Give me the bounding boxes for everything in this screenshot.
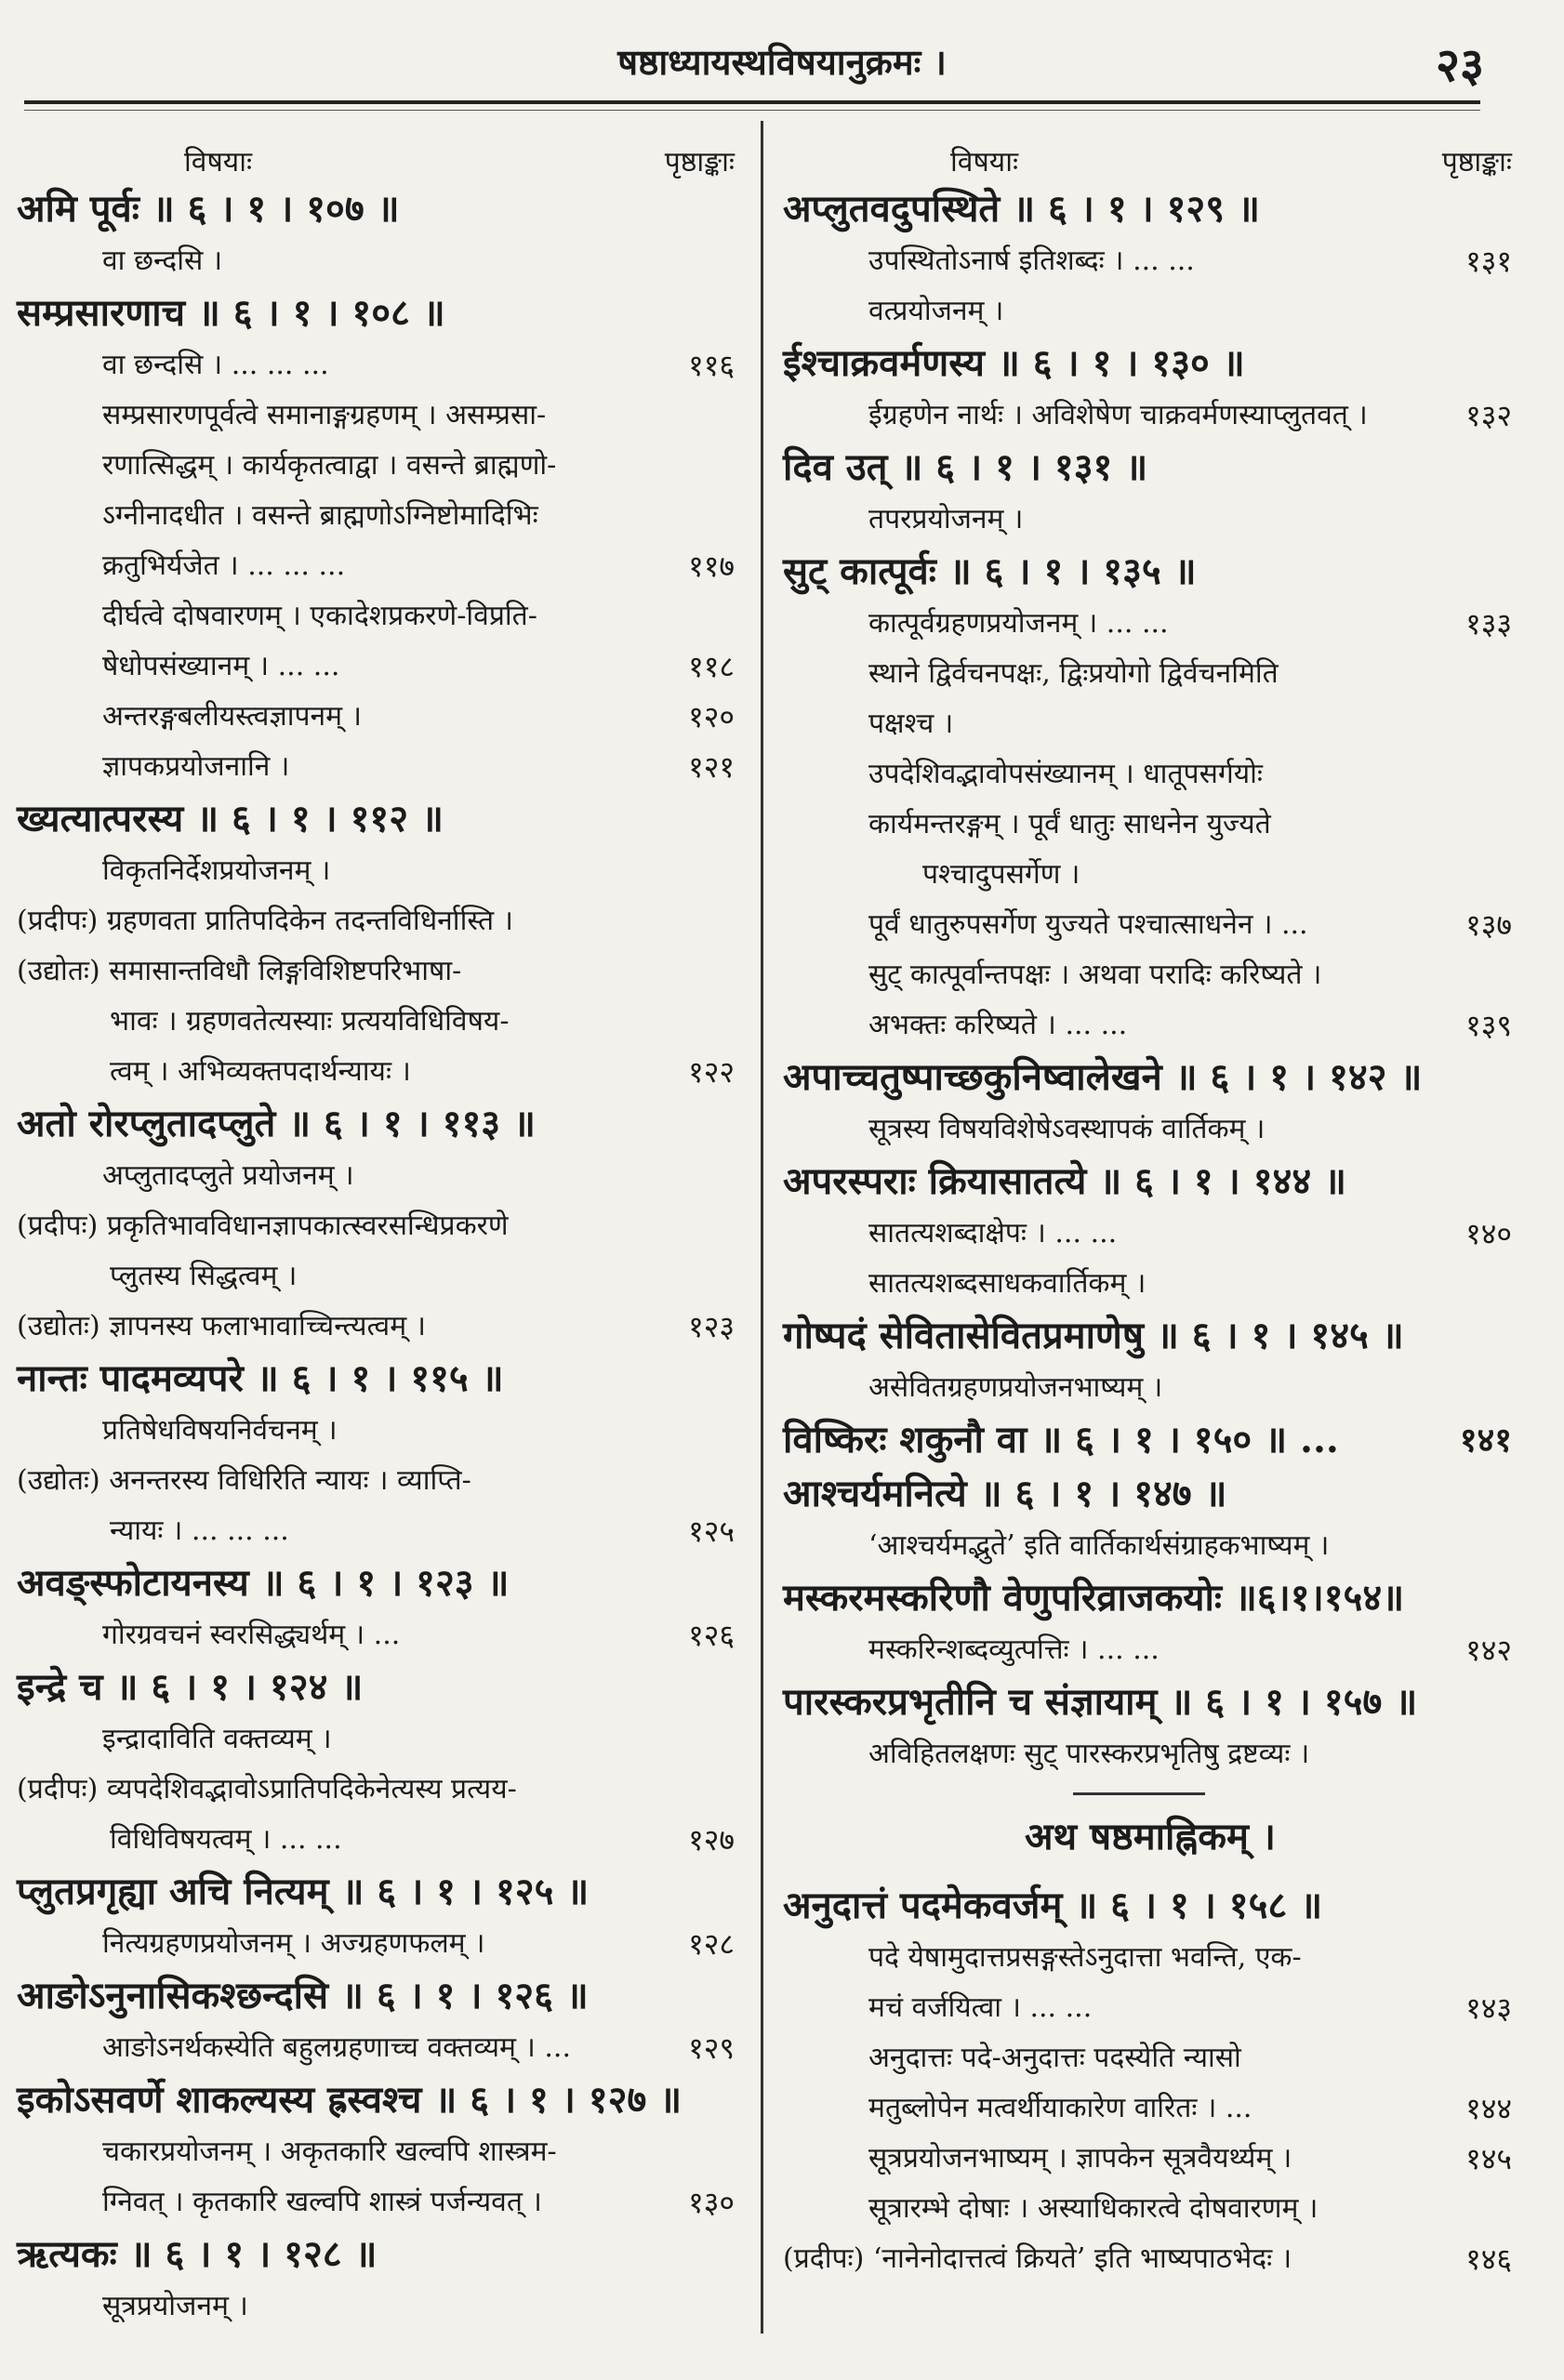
entry-text: अतो रोरप्लुतादप्लुते ॥ ६ । १ । ११३ ॥ bbox=[17, 1102, 536, 1145]
left-column-header bbox=[17, 128, 740, 182]
entry-text: ईश्चाक्रवर्मणस्य ॥ ६ । १ । १३० ॥ bbox=[783, 341, 1245, 385]
index-entry bbox=[783, 2234, 1518, 2284]
entry-text: प्लुतस्य सिद्धत्वम् । bbox=[110, 1260, 298, 1292]
entry-page-number: १२७ bbox=[688, 1822, 735, 1858]
index-entry bbox=[17, 692, 740, 742]
index-entry bbox=[17, 742, 740, 792]
index-entry bbox=[17, 1919, 740, 1969]
subject-heading: विषयाः bbox=[950, 146, 1019, 178]
entry-page-number: १२३ bbox=[688, 1309, 735, 1344]
entry-text: अनुदात्तः पदे-अनुदात्तः पदस्येति न्यासो bbox=[868, 2042, 1241, 2074]
entry-text: वत्प्रयोजनम् । bbox=[868, 295, 1004, 327]
entry-text: प्रतिषेधविषयनिर्वचनम् । bbox=[102, 1414, 338, 1447]
index-entry bbox=[17, 390, 740, 441]
entry-text: (प्रदीपः) व्यपदेशिवद्भावोऽप्रातिपदिकेनेत्यस्य प्रत्यय- bbox=[17, 1773, 517, 1805]
index-entry bbox=[17, 846, 740, 896]
right-column-header bbox=[783, 128, 1518, 182]
index-entry bbox=[17, 2177, 740, 2228]
entry-text: दीर्घत्वे दोषवारणम् । एकादेशप्रकरणे-विप्रति- bbox=[102, 600, 537, 632]
entry-page-number: १३० bbox=[688, 2185, 735, 2220]
sutra-entry bbox=[783, 441, 1518, 495]
index-entry bbox=[17, 1406, 740, 1456]
entry-text: अपाच्चतुष्पाच्छकुनिष्वालेखने ॥ ६ । १ । १४२ ॥ bbox=[783, 1055, 1423, 1099]
entry-text: मचं वर्जयित्वा । ... ... bbox=[868, 1991, 1093, 2024]
section-title bbox=[783, 1795, 1518, 1879]
index-entry bbox=[17, 541, 740, 591]
entry-text: ईग्रहणेन नार्थः । अविशेषेण चाक्रवर्मणस्याप्लुतवत् । bbox=[868, 399, 1368, 431]
entry-text: अनुदात्तं पदमेकवर्जम् ॥ ६ । १ । १५८ ॥ bbox=[783, 1884, 1323, 1927]
sutra-entry bbox=[783, 337, 1518, 390]
header-rule-thin bbox=[24, 110, 1480, 111]
sutra-entry bbox=[17, 182, 740, 236]
index-entry bbox=[17, 1714, 740, 1765]
running-header bbox=[0, 32, 1564, 97]
entry-text: नित्यग्रहणप्रयोजनम् । अज्ग्रहणफलम् । bbox=[102, 1927, 485, 1960]
entry-text: ऋत्यकः ॥ ६ । १ । १२८ ॥ bbox=[17, 2232, 378, 2276]
entry-page-number: १२५ bbox=[688, 1514, 735, 1549]
index-entry bbox=[17, 1201, 740, 1251]
entry-text: दिव उत् ॥ ६ । १ । १३१ ॥ bbox=[783, 445, 1148, 489]
index-entry bbox=[17, 1047, 740, 1097]
index-entry bbox=[783, 950, 1518, 1000]
entry-text: सातत्यशब्दाक्षेपः । ... ... bbox=[868, 1217, 1118, 1250]
entry-page-number: १२० bbox=[688, 699, 735, 734]
entry-text: विकृतनिर्देशप्रयोजनम् । bbox=[102, 854, 331, 887]
entry-text: स्थाने द्विर्वचनपक्षः, द्विःप्रयोगो द्विर्वचनमिति bbox=[868, 657, 1279, 690]
entry-text: सूत्रारम्भे दोषाः । अस्याधिकारत्वे दोषवारणम् । bbox=[868, 2192, 1319, 2225]
entry-page-number: १३९ bbox=[1465, 1008, 1512, 1043]
entry-page-number: १२९ bbox=[688, 2030, 735, 2066]
entry-page-number: १४६ bbox=[1465, 2241, 1512, 2277]
entry-page-number: १२१ bbox=[688, 749, 735, 785]
index-entry bbox=[783, 1363, 1518, 1413]
index-entry bbox=[783, 1625, 1518, 1675]
entry-text: उपस्थितोऽनार्ष इतिशब्दः । ... ... bbox=[868, 245, 1195, 277]
sutra-entry bbox=[17, 286, 740, 340]
index-entry bbox=[17, 641, 740, 692]
index-entry bbox=[783, 2134, 1518, 2184]
index-entry bbox=[17, 236, 740, 286]
right-column bbox=[783, 128, 1518, 2284]
entry-page-number: १२२ bbox=[688, 1054, 735, 1090]
sutra-entry bbox=[17, 2228, 740, 2281]
entry-text: अपरस्पराः क्रियासातत्ये ॥ ६ । १ । १४४ ॥ bbox=[783, 1159, 1347, 1203]
entry-page-number: १२६ bbox=[688, 1618, 735, 1653]
entry-text: मस्करमस्करिणौ वेणुपरिव्राजकयोः ॥६।१।१५४॥ bbox=[783, 1576, 1405, 1620]
subject-heading: विषयाः bbox=[184, 146, 253, 178]
entry-text: नान्तः पादमव्यपरे ॥ ६ । १ । ११५ ॥ bbox=[17, 1356, 504, 1400]
index-entry bbox=[783, 649, 1518, 699]
entry-text: अवङ्स्फोटायनस्य ॥ ६ । १ । १२३ ॥ bbox=[17, 1561, 510, 1605]
sutra-entry bbox=[783, 1571, 1518, 1625]
entry-text: (उद्योतः) समासान्तविधौ लिङ्गविशिष्टपरिभाषा- bbox=[17, 955, 462, 987]
index-entry bbox=[783, 749, 1518, 800]
index-entry bbox=[17, 491, 740, 541]
entry-text: आङोऽनर्थकस्येति बहुलग्रहणाच्च वक्तव्यम् । ... bbox=[102, 2031, 572, 2064]
entry-text: विष्किरः शकुनौ वा ॥ ६ । १ । १५० ॥ ... bbox=[783, 1418, 1339, 1461]
index-entry bbox=[17, 2023, 740, 2073]
entry-text: ज्ञापकप्रयोजनानि । bbox=[102, 750, 290, 783]
entry-text: (उद्योतः) ज्ञापनस्य फलाभावाच्चिन्त्यत्वम् । bbox=[17, 1310, 427, 1342]
index-entry bbox=[783, 699, 1518, 749]
entry-page-number: १२८ bbox=[688, 1926, 735, 1962]
index-entry bbox=[783, 1729, 1518, 1779]
sutra-entry bbox=[17, 792, 740, 846]
running-title: षष्ठाध्यायस्थविषयानुक्रमः । bbox=[617, 41, 947, 83]
entry-text: पक्षश्च । bbox=[868, 707, 954, 740]
index-entry bbox=[783, 1259, 1518, 1309]
sutra-entry bbox=[783, 1309, 1518, 1363]
index-entry bbox=[17, 1815, 740, 1865]
left-column bbox=[17, 128, 740, 2332]
entry-text: सुट् कात्पूर्वः ॥ ६ । १ । १३५ ॥ bbox=[783, 549, 1197, 593]
index-entry bbox=[17, 591, 740, 641]
page-heading: पृष्ठाङ्काः bbox=[664, 146, 735, 178]
sutra-entry bbox=[783, 545, 1518, 599]
entry-text: सुट् कात्पूर्वान्तपक्षः । अथवा परादिः करिष्यते । bbox=[868, 959, 1322, 991]
entry-text: गोष्पदं सेवितासेवितप्रमाणेषु ॥ ६ । १ । १४५ ॥ bbox=[783, 1314, 1404, 1357]
entry-text: त्वम् । अभिव्यक्तपदार्थन्यायः । bbox=[110, 1055, 411, 1088]
entry-page-number: १४१ bbox=[1459, 1421, 1512, 1460]
entry-text: रणात्सिद्धम् । कार्यकृतत्वाद्वा । वसन्ते ब्राह्मणो- bbox=[102, 449, 557, 482]
entry-text: गोरग्रवचनं स्वरसिद्ध्यर्थम् । ... bbox=[102, 1619, 401, 1651]
index-entry bbox=[17, 896, 740, 946]
sutra-entry bbox=[783, 1413, 1518, 1467]
entry-page-number: १३७ bbox=[1465, 907, 1512, 943]
entry-text: सूत्रप्रयोजनम् । bbox=[102, 2290, 248, 2322]
index-entry bbox=[17, 1251, 740, 1302]
index-entry bbox=[783, 390, 1518, 441]
entry-text: अप्लुतवदुपस्थिते ॥ ६ । १ । १२९ ॥ bbox=[783, 187, 1260, 231]
entry-text: विधिविषयत्वम् । ... ... bbox=[110, 1823, 342, 1856]
entry-text: इन्द्रे च ॥ ६ । १ । १२४ ॥ bbox=[17, 1665, 364, 1709]
entry-page-number: १४२ bbox=[1465, 1633, 1512, 1668]
index-entry bbox=[17, 997, 740, 1047]
index-entry bbox=[783, 1104, 1518, 1155]
entry-page-number: १३१ bbox=[1465, 244, 1512, 279]
entry-text: आश्चर्यमनित्ये ॥ ६ । १ । १४७ ॥ bbox=[783, 1472, 1227, 1515]
index-entry bbox=[17, 1302, 740, 1352]
entry-page-number: ११६ bbox=[688, 348, 735, 383]
index-entry bbox=[17, 2127, 740, 2177]
index-entry bbox=[17, 2281, 740, 2332]
entry-text: अन्तरङ्गबलीयस्त्वज्ञापनम् । bbox=[102, 700, 362, 733]
index-entry bbox=[17, 1456, 740, 1506]
entry-text: मस्करिन्शब्दव्युत्पत्तिः । ... ... bbox=[868, 1633, 1160, 1666]
entry-text: पूर्वं धातुरुपसर्गेण युज्यते पश्चात्साधनेन । ... bbox=[868, 908, 1308, 941]
entry-text: पश्चादुपसर्गेण । bbox=[922, 858, 1080, 891]
sutra-entry bbox=[17, 1969, 740, 2023]
entry-text: अविहितलक्षणः सुट् पारस्करप्रभृतिषु द्रष्टव्यः । bbox=[868, 1738, 1310, 1770]
entry-page-number: ११८ bbox=[688, 649, 735, 684]
index-entry bbox=[783, 599, 1518, 649]
entry-text: ‘आश्चर्यमद्भुते’ इति वार्तिकार्थसंग्राहकभाष्यम् । bbox=[868, 1529, 1330, 1562]
entry-text: सम्प्रसारणाच ॥ ६ । १ । १०८ ॥ bbox=[17, 291, 445, 335]
entry-text: वा छन्दसि । bbox=[102, 245, 223, 277]
sutra-entry bbox=[17, 1865, 740, 1919]
entry-text: अप्लुतादप्लुते प्रयोजनम् । bbox=[102, 1159, 354, 1192]
entry-text: षेधोपसंख्यानम् । ... ... bbox=[102, 650, 340, 682]
page-number: २३ bbox=[1436, 37, 1484, 92]
entry-text: भावः । ग्रहणवतेत्यस्याः प्रत्ययविधिविषय- bbox=[110, 1005, 510, 1038]
entry-text: इन्द्रादाविति वक्तव्यम् । bbox=[102, 1723, 332, 1755]
index-entry bbox=[783, 286, 1518, 337]
index-entry bbox=[783, 850, 1518, 900]
entry-text: न्यायः । ... ... ... bbox=[110, 1514, 289, 1547]
sutra-entry bbox=[17, 2073, 740, 2127]
index-entry bbox=[17, 1506, 740, 1556]
index-entry bbox=[783, 900, 1518, 950]
entry-text: (प्रदीपः) ‘नानेनोदात्तत्वं क्रियते’ इति भाष्यपाठभेदः । bbox=[783, 2242, 1292, 2275]
index-entry bbox=[783, 1933, 1518, 1983]
sutra-entry bbox=[783, 182, 1518, 236]
index-entry bbox=[17, 1610, 740, 1660]
index-entry bbox=[17, 1765, 740, 1815]
entry-text: क्रतुभिर्यजेत । ... ... ... bbox=[102, 549, 346, 582]
entry-text: ख्यत्यात्परस्य ॥ ६ । १ । ११२ ॥ bbox=[17, 797, 444, 840]
entry-page-number: १३२ bbox=[1465, 398, 1512, 433]
entry-text: उपदेशिवद्भावोपसंख्यानम् । धातूपसर्गयोः bbox=[868, 758, 1263, 790]
index-entry bbox=[17, 340, 740, 390]
entry-text: चकारप्रयोजनम् । अकृतकारि खल्वपि शास्त्रम- bbox=[102, 2135, 557, 2168]
entry-text: कात्पूर्वग्रहणप्रयोजनम् । ... ... bbox=[868, 607, 1169, 640]
sutra-entry bbox=[17, 1660, 740, 1714]
entry-page-number: १३३ bbox=[1465, 606, 1512, 641]
index-entry bbox=[783, 2184, 1518, 2234]
entry-text: सातत्यशब्दसाधकवार्तिकम् । bbox=[868, 1267, 1146, 1300]
entry-text: कार्यमन्तरङ्गम् । पूर्वं धातुः साधनेन युज्यते bbox=[868, 808, 1271, 840]
entry-text: अथ षष्ठमाह्निकम् । bbox=[1025, 1815, 1276, 1858]
sutra-entry bbox=[783, 1879, 1518, 1933]
entry-text: इकोऽसवर्णे शाकल्यस्य ह्रस्वश्च ॥ ६ । १ । १२७ ॥ bbox=[17, 2078, 683, 2122]
entry-text: सूत्रस्य विषयविशेषेऽवस्थापकं वार्तिकम् । bbox=[868, 1113, 1266, 1145]
index-entry bbox=[17, 1151, 740, 1201]
index-entry bbox=[17, 441, 740, 491]
entry-text: सूत्रप्रयोजनभाष्यम् । ज्ञापकेन सूत्रवैयर्थ्यम् । bbox=[868, 2142, 1292, 2175]
entry-page-number: ११७ bbox=[688, 549, 735, 584]
index-entry bbox=[783, 1209, 1518, 1259]
page-heading: पृष्ठाङ्काः bbox=[1441, 146, 1512, 178]
entry-text: प्लुतप्रगृह्या अचि नित्यम् ॥ ६ । १ । १२५ ॥ bbox=[17, 1870, 590, 1913]
entry-page-number: १४५ bbox=[1465, 2141, 1512, 2176]
entry-text: (प्रदीपः) प्रकृतिभावविधानज्ञापकात्स्वरसन्धिप्रकरणे bbox=[17, 1210, 509, 1242]
index-entry bbox=[783, 495, 1518, 545]
column-divider bbox=[761, 121, 763, 2334]
index-entry bbox=[783, 1000, 1518, 1051]
sutra-entry bbox=[783, 1051, 1518, 1104]
entry-text: ऽग्नीनादधीत । वसन्ते ब्राह्मणोऽग्निष्टोमादिभिः bbox=[102, 499, 538, 532]
entry-text: वा छन्दसि । ... ... ... bbox=[102, 349, 329, 381]
index-entry bbox=[783, 800, 1518, 850]
entry-page-number: १४३ bbox=[1465, 1990, 1512, 2026]
sutra-entry bbox=[783, 1155, 1518, 1209]
index-entry bbox=[783, 236, 1518, 286]
entry-text: सम्प्रसारणपूर्वत्वे समानाङ्गग्रहणम् । असम्प्रसा- bbox=[102, 399, 547, 431]
entry-page-number: १४४ bbox=[1465, 2091, 1512, 2126]
entry-text: (प्रदीपः) ग्रहणवता प्रातिपदिकेन तदन्तविधिर्नास्ति । bbox=[17, 905, 514, 937]
sutra-entry bbox=[17, 1352, 740, 1406]
entry-text: तपरप्रयोजनम् । bbox=[868, 503, 1024, 536]
entry-text: ग्निवत् । कृतकारि खल्वपि शास्त्रं पर्जन्यवत् । bbox=[102, 2186, 542, 2218]
entry-text: पारस्करप्रभृतीनि च संज्ञायाम् ॥ ६ । १ । १५७ ॥ bbox=[783, 1680, 1418, 1724]
sutra-entry bbox=[17, 1556, 740, 1610]
sutra-entry bbox=[783, 1467, 1518, 1521]
entry-page-number: १४० bbox=[1465, 1216, 1512, 1251]
index-entry bbox=[17, 946, 740, 997]
sutra-entry bbox=[17, 1097, 740, 1151]
entry-text: मतुब्लोपेन मत्वर्थीयाकारेण वारितः । ... bbox=[868, 2092, 1253, 2124]
header-rule bbox=[24, 100, 1480, 104]
entry-text: पदे येषामुदात्तप्रसङ्गस्तेऽनुदात्ता भवन्ति, एक- bbox=[868, 1941, 1302, 1974]
index-entry bbox=[783, 2083, 1518, 2134]
entry-text: असेवितग्रहणप्रयोजनभाष्यम् । bbox=[868, 1371, 1163, 1404]
index-entry bbox=[783, 1983, 1518, 2033]
entry-text: (उद्योतः) अनन्तरस्य विधिरिति न्यायः । व्याप्ति- bbox=[17, 1464, 471, 1497]
sutra-entry bbox=[783, 1675, 1518, 1729]
entry-text: अमि पूर्वः ॥ ६ । १ । १०७ ॥ bbox=[17, 187, 400, 231]
index-entry bbox=[783, 1521, 1518, 1571]
index-entry bbox=[783, 2033, 1518, 2083]
entry-text: अभक्तः करिष्यते । ... ... bbox=[868, 1009, 1128, 1041]
entry-text: आङोऽनुनासिकश्छन्दसि ॥ ६ । १ । १२६ ॥ bbox=[17, 1974, 589, 2017]
